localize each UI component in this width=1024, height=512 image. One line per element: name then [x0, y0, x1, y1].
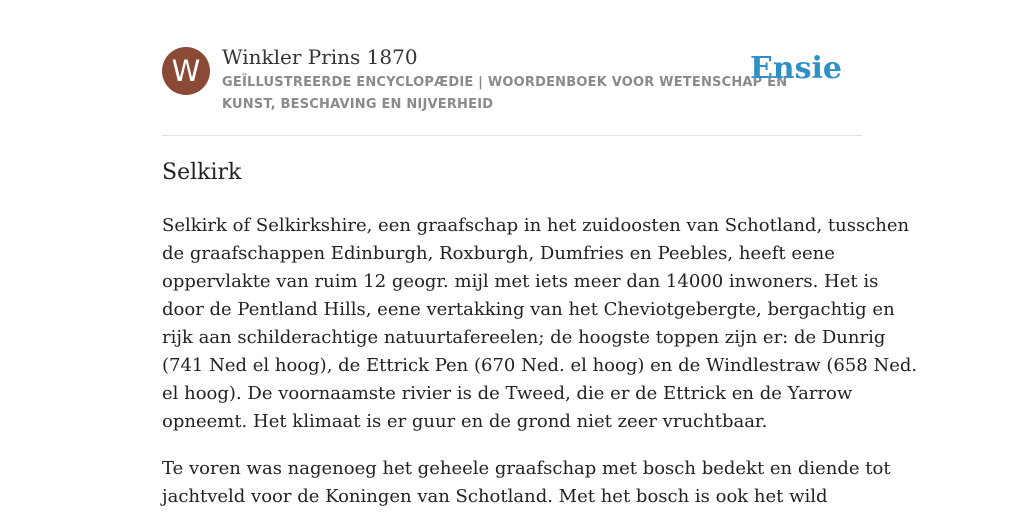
paragraph-line: el hoog). De voornaamste rivier is de Tweed, die er de Ettrick en de Yarrow [162, 383, 853, 404]
ensie-logo[interactable]: Ensie [749, 51, 842, 86]
paragraph-line: de graafschappen Edinburgh, Roxburgh, Dumfries en Peebles, heeft eene [162, 243, 835, 264]
entry-paragraph [162, 455, 891, 511]
header-divider [162, 135, 862, 136]
publication-title[interactable]: Winkler Prins 1870 [222, 45, 418, 69]
paragraph-line: rijk aan schilderachtige natuurtafereelen; de hoogste toppen zijn er: de Dunrig [162, 327, 886, 348]
paragraph-line: jachtveld voor de Koningen van Schotland. Met het bosch is ook het wild [162, 486, 828, 507]
entry-title: Selkirk [162, 160, 242, 185]
paragraph-line: opneemt. Het klimaat is er guur en de grond niet zeer vruchtbaar. [162, 411, 768, 432]
publication-header [162, 44, 862, 136]
paragraph-line: door de Pentland Hills, eene vertakking van het Cheviotgebergte, bergachtig en [162, 299, 895, 320]
subtitle-line: KUNST, BESCHAVING EN NIJVERHEID [222, 97, 494, 112]
entry-paragraph [162, 212, 918, 436]
paragraph-line: Selkirk of Selkirkshire, een graafschap in het zuidoosten van Schotland, tusschen [162, 215, 910, 236]
paragraph-line: oppervlakte van ruim 12 geogr. mijl met iets meer dan 14000 inwoners. Het is [162, 271, 879, 292]
paragraph-line: (741 Ned el hoog), de Ettrick Pen (670 Ned. el hoog) en de Windlestraw (658 Ned. [162, 355, 918, 376]
publication-avatar[interactable]: W [162, 47, 210, 95]
subtitle-line: GEÏLLUSTREERDE ENCYCLOPÆDIE | WOORDENBOEK VOOR WETENSCHAP EN [222, 75, 788, 90]
paragraph-line: Te voren was nagenoeg het geheele graafschap met bosch bedekt en diende tot [162, 458, 891, 479]
publication-subtitle [222, 72, 788, 116]
